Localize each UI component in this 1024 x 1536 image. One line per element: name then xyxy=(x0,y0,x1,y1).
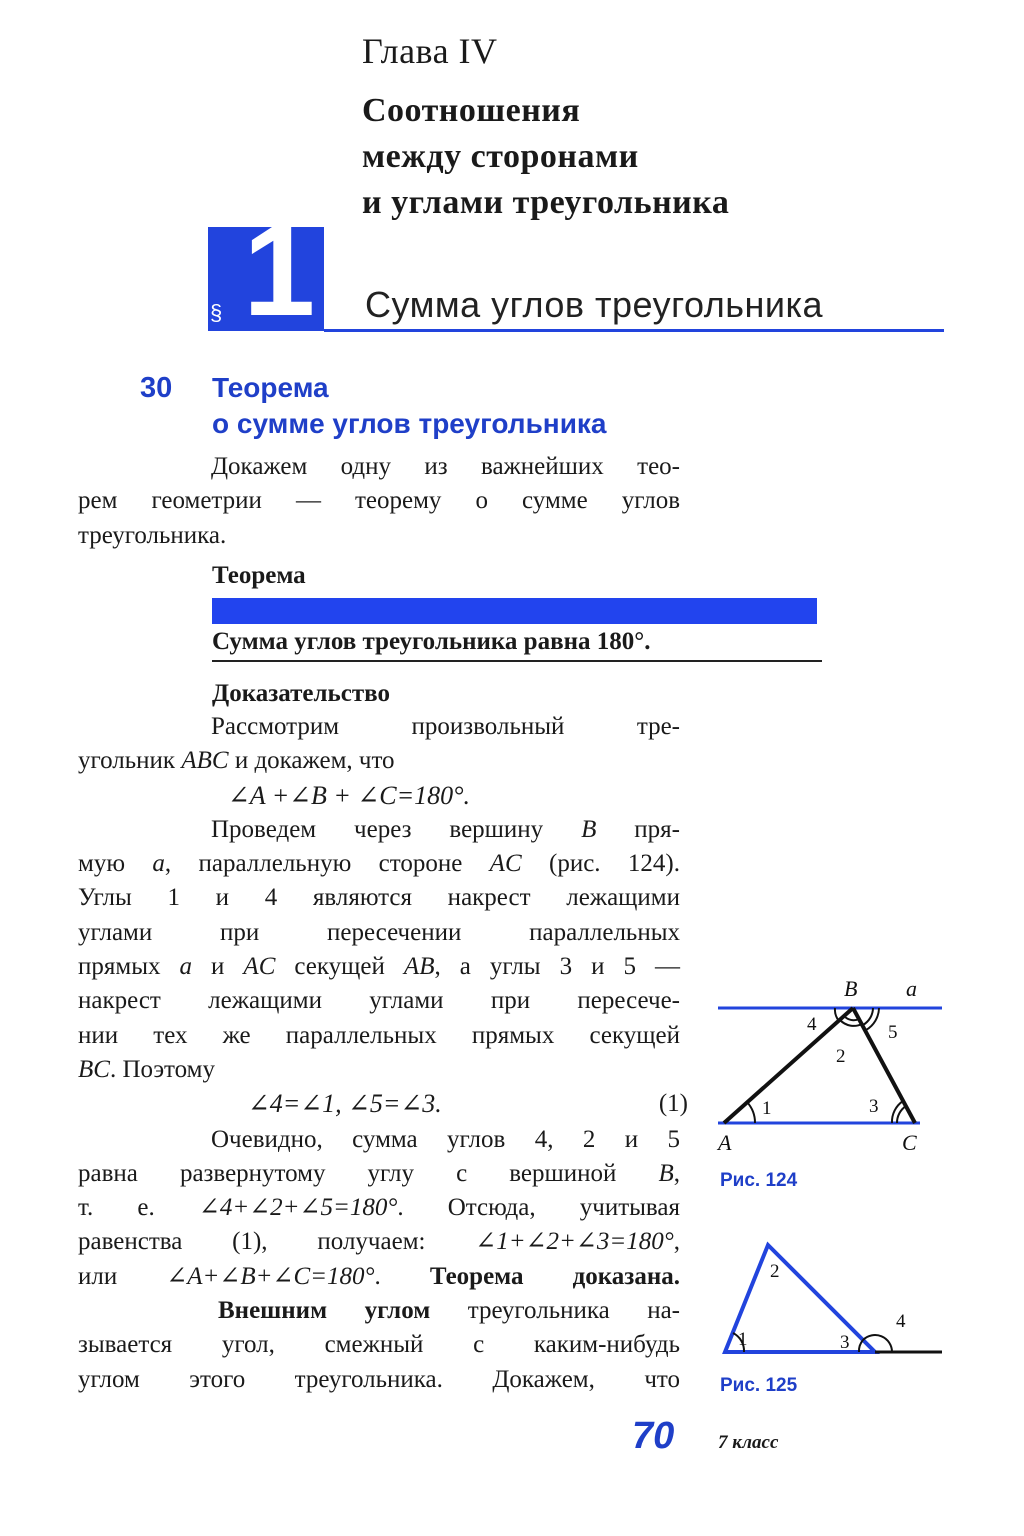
label-vertex-a: A xyxy=(718,1130,732,1155)
label-b: B xyxy=(844,976,858,1001)
chapter-label: Глава IV xyxy=(362,31,498,71)
label-angle-3: 3 xyxy=(869,1096,879,1117)
figure-124-diagram xyxy=(710,970,950,1170)
theorem-label: Теорема xyxy=(212,562,306,589)
label-angle-2: 2 xyxy=(770,1261,780,1282)
chapter-title xyxy=(362,88,729,226)
section-title-line: Теорема xyxy=(212,372,329,403)
formula-number: (1) xyxy=(658,1090,688,1118)
text-line: т. е. ∠4+∠2+∠5=180°. Отсюда, учитывая xyxy=(78,1194,680,1222)
theorem-bar xyxy=(212,598,817,624)
text-line: Проведем через вершину B пря- xyxy=(211,815,680,843)
figure-124-caption: Рис. 124 xyxy=(720,1170,798,1191)
text-line: Углы 1 и 4 являются накрест лежащими xyxy=(78,884,680,912)
paragraph-title: Сумма углов треугольника xyxy=(365,284,824,325)
formula-text: ∠4=∠1, ∠5=∠3. xyxy=(248,1089,442,1119)
label-angle-3: 3 xyxy=(840,1332,850,1353)
text-line: Очевидно, сумма углов 4, 2 и 5 xyxy=(211,1125,680,1153)
label-angle-5: 5 xyxy=(888,1022,898,1043)
text-line: прямых a и AC секущей AB, а углы 3 и 5 — xyxy=(78,953,681,981)
text-line: Рассмотрим произвольный тре- xyxy=(211,713,680,740)
angle-4-arc xyxy=(835,1008,839,1021)
text-line: равенства (1), получаем: ∠1+∠2+∠3=180°, xyxy=(78,1228,680,1256)
label-a-line: a xyxy=(906,976,917,1001)
theorem-underline xyxy=(212,660,822,662)
chapter-title-line: Соотношения xyxy=(362,92,581,129)
chapter-title-line: и углами треугольника xyxy=(362,184,730,221)
proof-label: Доказательство xyxy=(212,680,390,707)
paragraph-sign: § xyxy=(210,300,223,325)
angle-3-arc-inner xyxy=(897,1106,906,1123)
text-line: накрест лежащими углами при пересече- xyxy=(78,987,680,1015)
text-line: или ∠A+∠B+∠C=180°. Теорема доказана. xyxy=(78,1262,680,1290)
text-line: углами при пересечении параллельных xyxy=(78,918,680,946)
side-ab xyxy=(724,1008,853,1123)
text-line: зывается угол, смежный с каким-нибудь xyxy=(78,1331,680,1359)
paragraph-number: 1 xyxy=(243,197,316,343)
figure-125-caption: Рис. 125 xyxy=(720,1375,798,1396)
page-number: 70 xyxy=(632,1415,675,1457)
text-line: BC. Поэтому xyxy=(78,1055,215,1083)
text-line: мую a, параллельную стороне AC (рис. 124). xyxy=(78,850,680,878)
label-angle-2: 2 xyxy=(836,1046,846,1067)
figure-125-diagram xyxy=(710,1235,950,1365)
label-angle-4: 4 xyxy=(807,1014,817,1035)
theorem-statement: Сумма углов треугольника равна 180°. xyxy=(212,628,651,655)
chapter-title-line: между сторонами xyxy=(362,138,639,175)
triangle xyxy=(725,1245,875,1352)
text-line: Внешним углом треугольника на- xyxy=(218,1297,680,1325)
angle-5-arc-inner xyxy=(863,1008,873,1025)
label-angle-1: 1 xyxy=(762,1098,772,1119)
text-line: треугольника. xyxy=(78,521,227,549)
label-angle-1: 1 xyxy=(738,1329,748,1350)
angle-1-arc xyxy=(747,1102,755,1123)
formula-angle-sum: ∠A +∠B + ∠C=180°. xyxy=(228,780,471,810)
section-number: 30 xyxy=(140,372,173,404)
label-angle-4: 4 xyxy=(896,1311,906,1332)
grade-label: 7 класс xyxy=(718,1432,779,1453)
text-line: нии тех же параллельных прямых секущей xyxy=(78,1021,680,1049)
text-line: Докажем одну из важнейших тео- xyxy=(211,453,680,480)
text-line: рем геометрии — теорему о сумме углов xyxy=(78,487,680,515)
section-title xyxy=(212,370,607,442)
text-line: углом этого треугольника. Докажем, что xyxy=(78,1365,680,1393)
formula-equalities xyxy=(78,1087,688,1122)
paragraph-rule xyxy=(324,329,944,332)
section-title-line: о сумме углов треугольника xyxy=(212,408,607,439)
text-line: равна развернутому углу с вершиной B, xyxy=(78,1159,680,1187)
text-line: угольник ABC и докажем, что xyxy=(78,747,395,775)
intro-paragraph xyxy=(78,450,680,553)
label-vertex-c: C xyxy=(902,1130,917,1155)
proof-body xyxy=(78,710,688,1397)
